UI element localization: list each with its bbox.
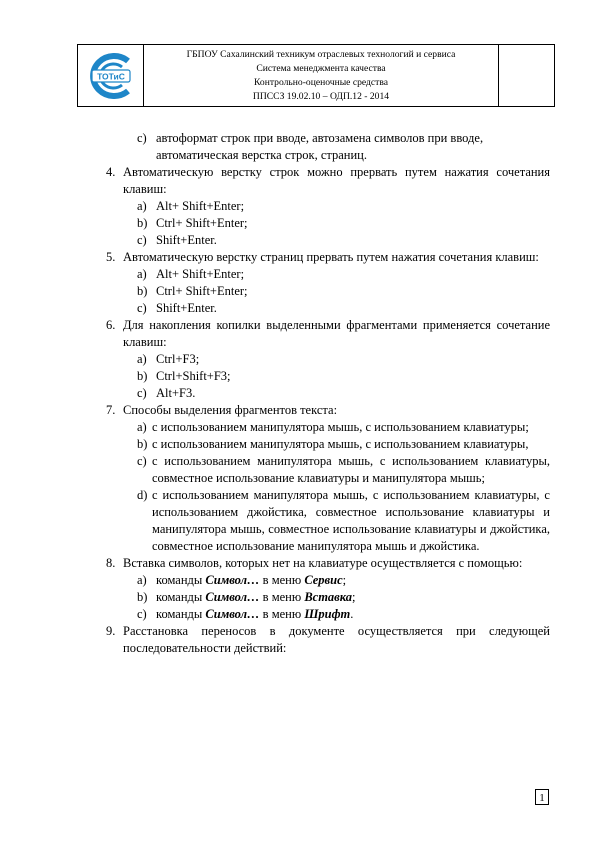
document-body	[106, 130, 550, 657]
question-number: 4.	[106, 165, 116, 179]
q6-option-c: c) Alt+F3.	[137, 386, 196, 400]
question-text: Автоматическую верстку страниц прервать путем нажатия сочетания клавиш:	[123, 250, 539, 264]
question-9	[106, 623, 550, 657]
logo-text: ТОТиС	[96, 71, 125, 81]
header-assessment-tools: Контрольно-оценочные средства	[253, 77, 389, 88]
q8-option-c: c) команды Символ… в меню Шрифт.	[137, 607, 354, 621]
q7-option-a: a) с использованием манипулятора мышь, с использованием клавиатуры;	[137, 420, 529, 434]
question-number: 8.	[106, 556, 116, 570]
question-8	[106, 555, 550, 572]
question-text: Вставка символов, которых нет на клавиатуре осуществляется с помощью:	[123, 556, 523, 570]
question-number: 6.	[106, 318, 116, 332]
college-logo	[78, 45, 144, 106]
q6-option-b: b) Ctrl+Shift+F3;	[137, 369, 231, 383]
header-empty-cell	[499, 45, 554, 106]
q4-option-b: b) Ctrl+ Shift+Enter;	[137, 216, 248, 230]
header-text-block	[144, 45, 499, 106]
header-quality-system: Система менеджмента качества	[256, 63, 386, 74]
q3-option-c	[137, 130, 550, 164]
q5-option-a: a) Alt+ Shift+Enter;	[137, 267, 245, 281]
question-text: Для накопления копилки выделенными фрагментами применяется сочетание клавиш:	[123, 318, 550, 349]
question-text: Расстановка переносов в документе осуществляется при следующей последовательности действий:	[123, 624, 550, 655]
totis-logo-icon	[86, 53, 136, 99]
q4-option-c: c) Shift+Enter.	[137, 233, 217, 247]
question-number: 7.	[106, 403, 116, 417]
header-program-code: ППССЗ 19.02.10 – ОДП.12 - 2014	[252, 91, 390, 102]
question-text: Автоматическую верстку строк можно прервать путем нажатия сочетания клавиш:	[123, 165, 550, 196]
q7-option-d: d) с использованием манипулятора мышь, с использованием клавиатуры, с использованием джойстика, совместное использование клавиатуры и манипулятора мышь, совместное использование клавиатуры и джойстика, совместное использование манипулятора мышь и джойстика.	[137, 488, 550, 553]
q5-option-b: b) Ctrl+ Shift+Enter;	[137, 284, 248, 298]
q8-option-a: a) команды Символ… в меню Сервис;	[137, 573, 347, 587]
page-number: 1	[535, 789, 549, 805]
option-label: c)	[137, 131, 147, 145]
q5-option-c: c) Shift+Enter.	[137, 301, 217, 315]
question-number: 9.	[106, 624, 116, 638]
q4-option-a: a) Alt+ Shift+Enter;	[137, 199, 245, 213]
question-4	[106, 164, 550, 198]
q7-option-b: b) с использованием манипулятора мышь, с использованием клавиатуры,	[137, 437, 529, 451]
q6-option-a: a) Ctrl+F3;	[137, 352, 200, 366]
header-institution: ГБПОУ Сахалинский техникум отраслевых технологий и сервиса	[186, 49, 456, 60]
question-text: Способы выделения фрагментов текста:	[123, 403, 338, 417]
question-number: 5.	[106, 250, 116, 264]
option-text: автоформат строк при вводе, автозамена символов при вводе, автоматическая верстка строк, страниц.	[156, 131, 484, 162]
question-6	[106, 317, 550, 351]
question-5	[106, 249, 550, 266]
document-header	[77, 44, 555, 107]
q7-option-c: c) с использованием манипулятора мышь, с использованием клавиатуры, совместное использование клавиатуры и манипулятора мышь;	[137, 454, 550, 485]
question-7	[106, 402, 550, 419]
q8-option-b: b) команды Символ… в меню Вставка;	[137, 590, 356, 604]
